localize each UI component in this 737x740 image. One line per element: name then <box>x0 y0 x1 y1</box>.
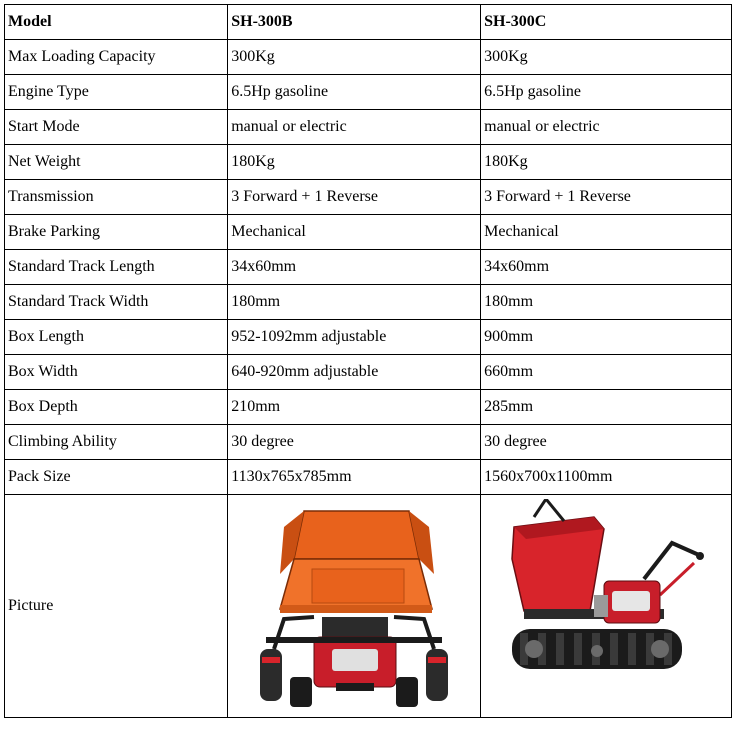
table-row <box>5 460 732 495</box>
red-dumper-image <box>494 499 719 713</box>
row-label: Box Width <box>5 355 228 390</box>
value-model-c: 180Kg <box>481 145 732 180</box>
value-model-b: 34x60mm <box>228 250 481 285</box>
value-model-c: 3 Forward + 1 Reverse <box>481 180 732 215</box>
value-model-c: manual or electric <box>481 110 732 145</box>
value-model-c: 6.5Hp gasoline <box>481 75 732 110</box>
value-model-b: 210mm <box>228 390 481 425</box>
value-model-b: 180mm <box>228 285 481 320</box>
value-model-b: 952-1092mm adjustable <box>228 320 481 355</box>
table-row <box>5 355 732 390</box>
table-row <box>5 285 732 320</box>
table-row <box>5 215 732 250</box>
value-model-b: 3 Forward + 1 Reverse <box>228 180 481 215</box>
table-row <box>5 75 732 110</box>
value-model-b: 30 degree <box>228 425 481 460</box>
row-label: Climbing Ability <box>5 425 228 460</box>
value-model-c: 900mm <box>481 320 732 355</box>
value-model-b: 640-920mm adjustable <box>228 355 481 390</box>
picture-cell-b <box>228 495 481 718</box>
table-row <box>5 180 732 215</box>
row-label: Pack Size <box>5 460 228 495</box>
row-label: Box Depth <box>5 390 228 425</box>
value-model-b: Mechanical <box>228 215 481 250</box>
row-label: Start Mode <box>5 110 228 145</box>
spec-table <box>4 4 732 718</box>
orange-dumper-image <box>244 499 464 713</box>
value-model-b: manual or electric <box>228 110 481 145</box>
value-model-c: 285mm <box>481 390 732 425</box>
header-label: Model <box>5 5 228 40</box>
value-model-c: 1560x700x1100mm <box>481 460 732 495</box>
picture-row <box>5 495 732 718</box>
table-row <box>5 320 732 355</box>
table-row <box>5 40 732 75</box>
value-model-b: 1130x765x785mm <box>228 460 481 495</box>
table-row <box>5 145 732 180</box>
table-row <box>5 390 732 425</box>
value-model-c: 180mm <box>481 285 732 320</box>
table-row <box>5 425 732 460</box>
value-model-b: 6.5Hp gasoline <box>228 75 481 110</box>
value-model-c: 300Kg <box>481 40 732 75</box>
table-row <box>5 110 732 145</box>
row-label: Transmission <box>5 180 228 215</box>
value-model-c: 660mm <box>481 355 732 390</box>
picture-cell-c <box>481 495 732 718</box>
row-label: Max Loading Capacity <box>5 40 228 75</box>
row-label: Engine Type <box>5 75 228 110</box>
value-model-c: 34x60mm <box>481 250 732 285</box>
value-model-b: 180Kg <box>228 145 481 180</box>
row-label: Net Weight <box>5 145 228 180</box>
row-label: Standard Track Length <box>5 250 228 285</box>
table-row <box>5 250 732 285</box>
header-model-b: SH-300B <box>228 5 481 40</box>
header-model-c: SH-300C <box>481 5 732 40</box>
picture-label: Picture <box>5 495 228 718</box>
header-row <box>5 5 732 40</box>
row-label: Standard Track Width <box>5 285 228 320</box>
value-model-c: Mechanical <box>481 215 732 250</box>
row-label: Box Length <box>5 320 228 355</box>
value-model-c: 30 degree <box>481 425 732 460</box>
value-model-b: 300Kg <box>228 40 481 75</box>
row-label: Brake Parking <box>5 215 228 250</box>
